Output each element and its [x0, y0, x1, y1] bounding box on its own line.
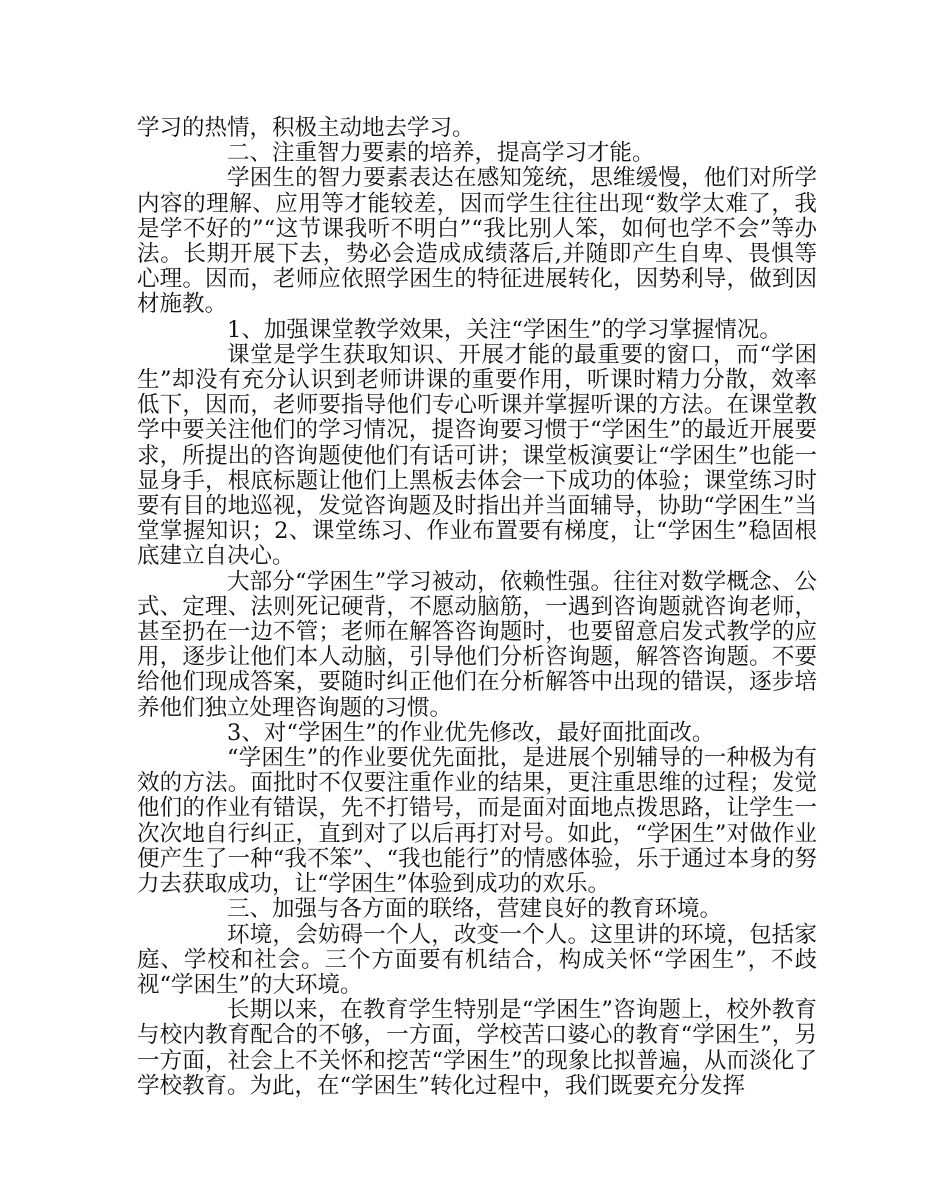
paragraph-continuation: 学习的热情，积极主动地去学习。: [137, 115, 475, 141]
paragraph: 长期以来，在教育学生特别是“学困生”咨询题上，校外教育与校内教育配合的不够，一方面，学校苦口婆心的教育“学困生”，另一方面，社会上不关怀和挖苦“学困生”的现象比拟普遍，从而淡化了学校教育。为此，在“学困生”转化过程中，我们既要充分发挥: [137, 997, 817, 1099]
section-heading-3: 三、加强与各方面的联络，营建良好的教育环境。: [227, 896, 723, 923]
subheading-3: 3、对“学困生”的作业优先修改，最好面批面改。: [227, 719, 715, 746]
paragraph: 环境，会妨碍一个人，改变一个人。这里讲的环境，包括家庭、学校和社会。三个方面要有机结合，构成关怀“学困生”，不歧视“学困生”的大环境。: [137, 921, 817, 998]
paragraph: 学困生的智力要素表达在感知笼统，思维缓慢，他们对所学内容的理解、应用等才能较差，因而学生往往出现“数学太难了，我是学不好的”“这节课我听不明白”“我比别人笨，如何也学不会”等办法。长期开展下去，势必会造成成绩落后,并随即产生自卑、畏惧等心理。因而，老师应依照学困生的特征进展转化，因势利导，做到因材施教。: [137, 165, 817, 318]
subheading-1: 1、加强课堂教学效果，关注“学困生”的学习掌握情况。: [227, 316, 782, 343]
paragraph: 大部分“学困生”学习被动，依赖性强。往往对数学概念、公式、定理、法则死记硬背，不愿动脑筋，一遇到咨询题就咨询老师，甚至扔在一边不管；老师在解答咨询题时，也要留意启发式教学的应用，逐步让他们本人动脑，引导他们分析咨询题，解答咨询题。不要给他们现成答案，要随时纠正他们在分析解答中出现的错误，逐步培养他们独立处理咨询题的习惯。: [137, 568, 817, 721]
paragraph: 课堂是学生获取知识、开展才能的最重要的窗口，而“学困生”却没有充分认识到老师讲课的重要作用，听课时精力分散，效率低下，因而，老师要指导他们专心听课并掌握听课的方法。在课堂教学中要关注他们的学习情况，提咨询要习惯于“学困生”的最近开展要求，所提出的咨询题使他们有话可讲；课堂板演要让“学困生”也能一显身手，根底标题让他们上黑板去体会一下成功的体验；课堂练习时要有目的地巡视，发觉咨询题及时指出并当面辅导，协助“学困生”当堂掌握知识；2、课堂练习、作业布置要有梯度，让“学困生”稳固根底建立自决心。: [137, 341, 817, 570]
section-heading-2: 二、注重智力要素的培养，提高学习才能。: [227, 140, 655, 167]
document-page: [137, 116, 817, 1099]
paragraph: “学困生”的作业要优先面批，是进展个别辅导的一种极为有效的方法。面批时不仅要注重作业的结果，更注重思维的过程；发觉他们的作业有错误，先不打错号，而是面对面地点拨思路，让学生一次次地自行纠正，直到对了以后再打对号。如此，“学困生”对做作业便产生了一种“我不笨”、“我也能行”的情感体验，乐于通过本身的努力去获取成功，让“学困生”体验到成功的欢乐。: [137, 745, 817, 898]
